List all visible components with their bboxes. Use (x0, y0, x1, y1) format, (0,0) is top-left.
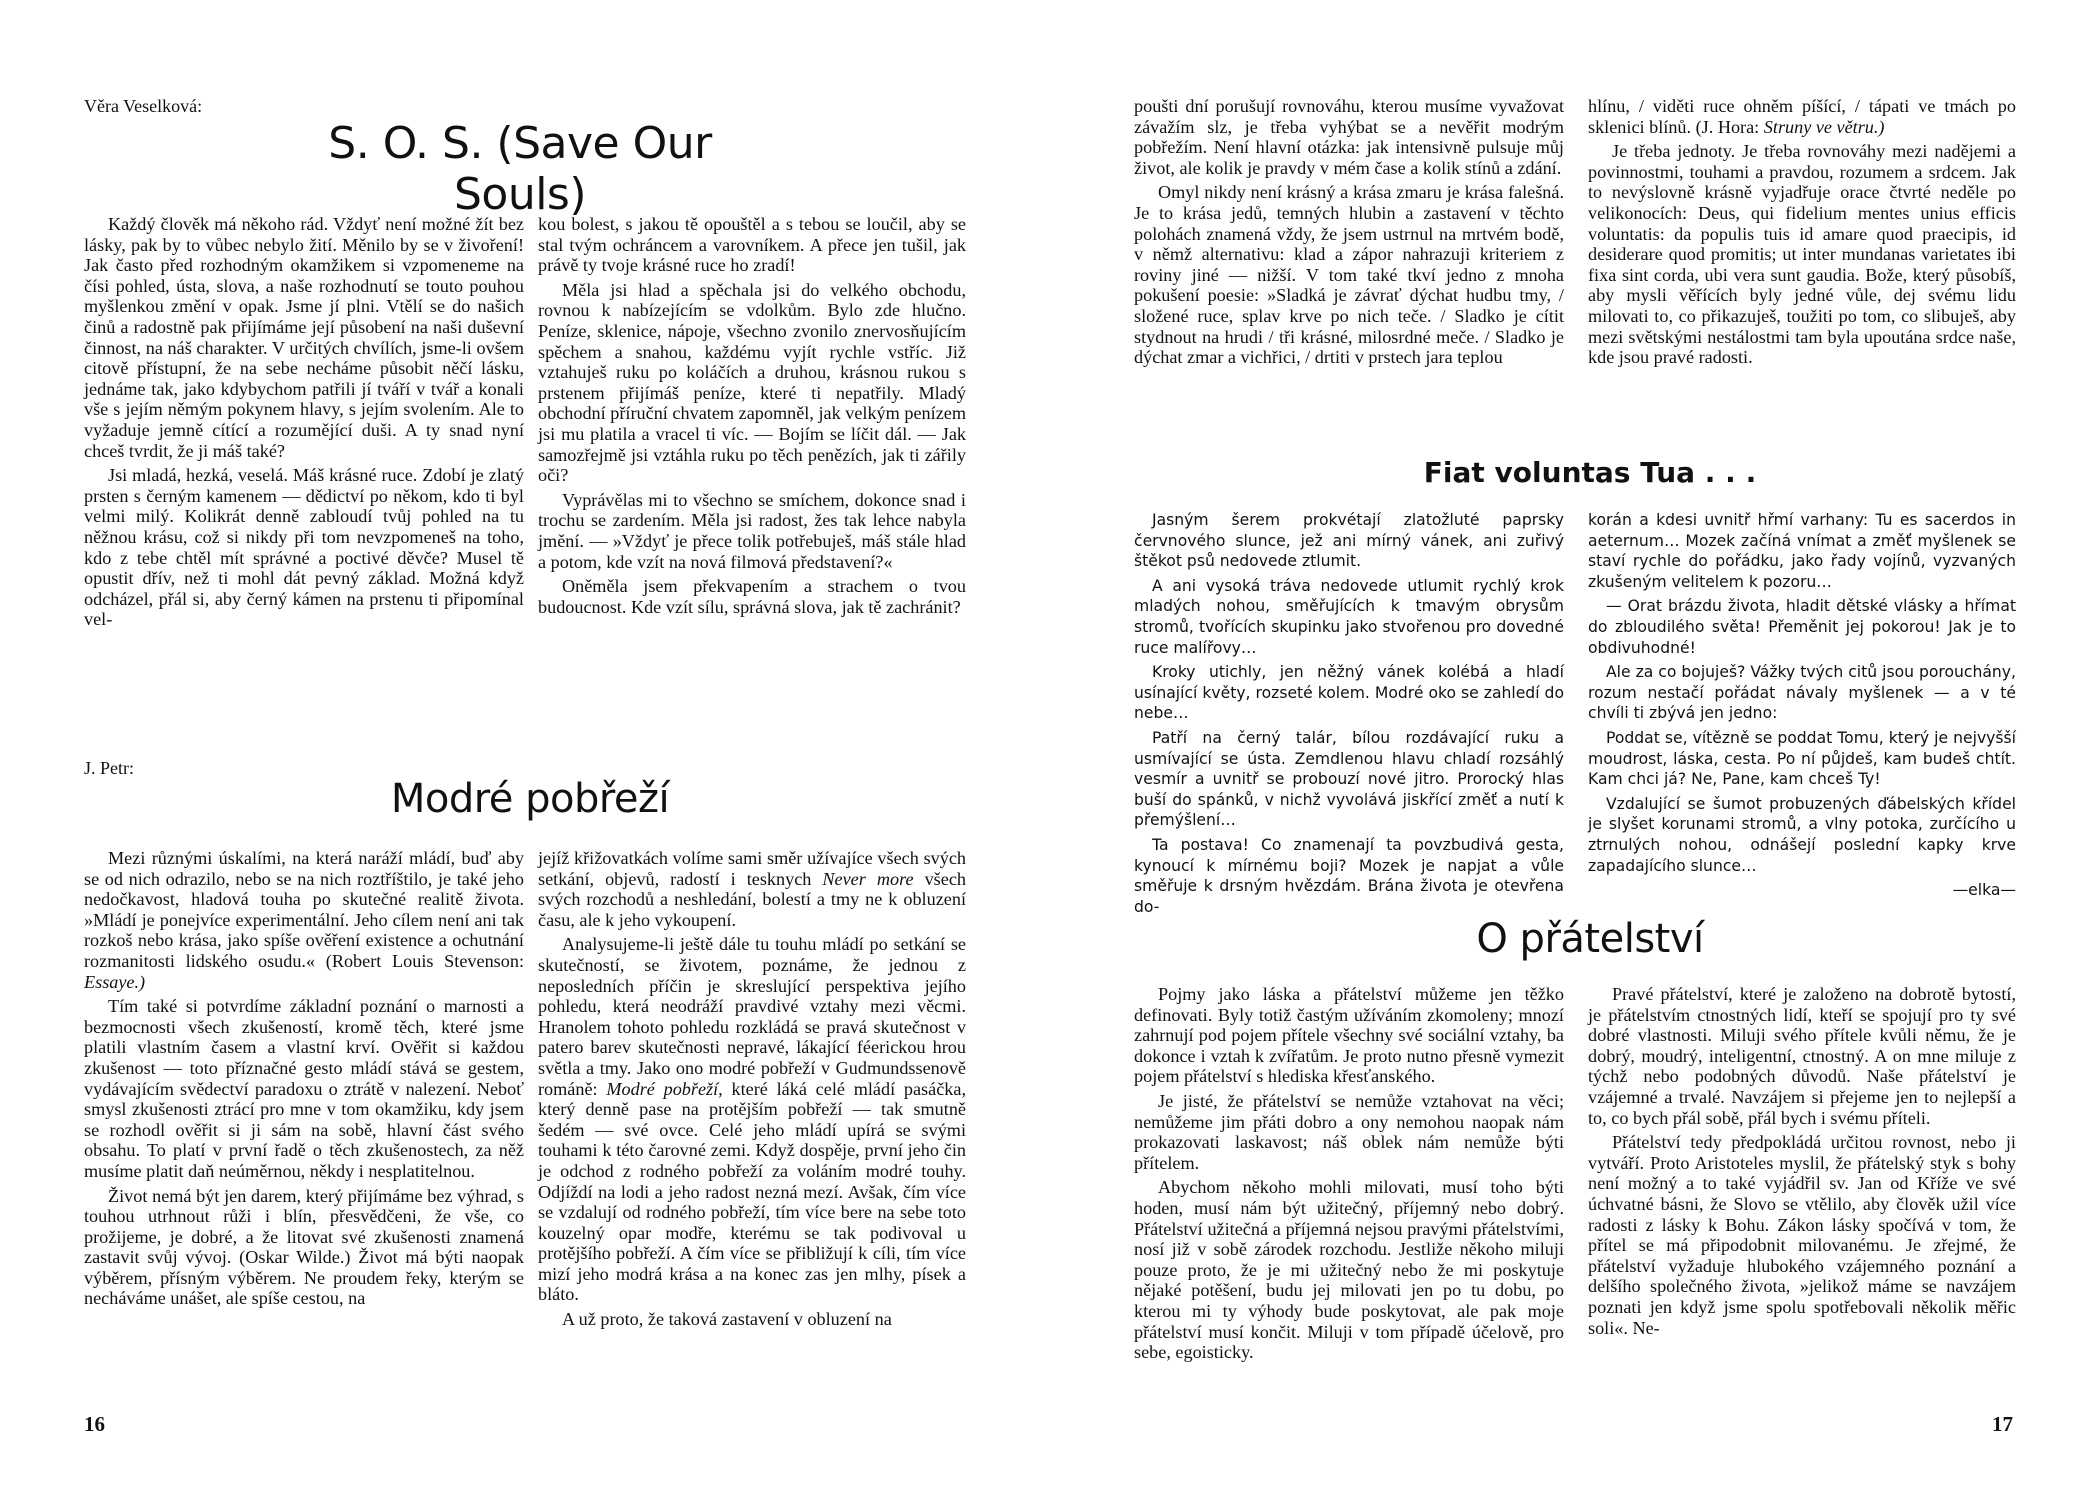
pratelstvi-column-2 (1588, 984, 2016, 1342)
sos-paragraph: Vyprávělas mi to všechno se smíchem, dokonce snad i trochu se zardením. Měla jsi radost, žes tak lehce nabyla jmění. — »Vždyť je přece tolik potřebuješ, máš stále hlad a potom, kde vzít na nová filmová představení?« (538, 489, 966, 572)
sos-column-1 (84, 214, 524, 634)
author-j-petr: J. Petr: (84, 758, 135, 778)
article-title-fiat-voluntas: Fiat voluntas Tua . . . (1423, 456, 1757, 489)
modre-pobrezi-paragraph (84, 848, 524, 992)
modre-pobrezi-column-1 (84, 848, 524, 1313)
fiat-paragraph: Ta postava! Co znamenají ta povzbudivá gesta, kynoucí k mírnému boji? Mozek je napjat a vůle směřuje k drsným hvězdám. Brána života je otevřena do- (1134, 835, 1564, 916)
italic-phrase: Never more (822, 868, 914, 889)
sos-column-2 (538, 214, 966, 621)
fiat-paragraph: — Orat brázdu života, hladit dětské vlásky a hřímat do zbloudilého světa! Přeměnit jej pokorou! Jak je to obdivuhodné! (1588, 597, 2016, 657)
paragraph-text: všech svých rozchodů a neshledání, bolestí a tmy ne k obluzení času, ale k jeho vykoupení. (538, 868, 966, 930)
page-number-left: 16 (84, 1412, 105, 1436)
paragraph-text: Mezi různými úskalími, na která naráží mládí, buď aby se od nich odrazilo, nebo se na nich roztříštilo, je také jeho nedočkavost, hladová touha po skutečné realitě života. »Mládí je ponejvíce experimentální. Jeho cílem není ani tak rozkoš nebo krása, jako spíše ověření existence a ochutnání rozmanitosti lidského osudu.« (Robert Louis Stevenson: (84, 848, 524, 971)
author-vera-veselkova: Věra Veselková: (84, 96, 203, 116)
pratelstvi-paragraph: Abychom někoho mohli milovati, musí toho býti hoden, musí nám být užitečný, příjemný nebo dobrý. Přátelství užitečná a příjemná nejsou pravými přátelstvími, nosí již v sobě zárodek rozchodu. Jestliže někoho miluji pouze proto, že je mi užitečný nebo že mi poskytuje nějaké potěšení, budu jej milovati jen po tu dobu, po kterou mi ty výhody bude poskytovat, ale pak moje přátelství musí končit. Miluji v tom případě účelově, pro sebe, egoisticky. (1134, 1177, 1564, 1363)
pratelstvi-paragraph: Pojmy jako láska a přátelství můžeme jen těžko definovati. Byly totiž častým užíváním zkomoleny; mnozí zahrnují pod pojem přítele všechny své sociální vztahy, ba dokonce i vztah k zvířatům. Je proto nutno přesně vymezit pojem přátelství s hlediska křesťanského. (1134, 984, 1564, 1087)
sos-paragraph: Oněměla jsem překvapením a strachem o tvou budoucnost. Kde vzít sílu, správná slova, jak tě zachránit? (538, 576, 966, 617)
continued-paragraph (1588, 96, 2016, 137)
fiat-paragraph: Patří na černý talár, bílou rozdávající ruku a usmívající se ústa. Zemdlenou hlavu chladí rozsáhlý vesmír a uvnitř se probouzí nové jitro. Prorocký hlas buší do spánků, v nichž vyvolává jiskřící změť a nutí k přemýšlení… (1134, 728, 1564, 830)
sos-paragraph: Jsi mladá, hezká, veselá. Máš krásné ruce. Zdobí je zlatý prsten s černým kamenem — dědictví po někom, kdo ti byl velmi milý. Kolikrát denně zabloudí tvůj pohled na tu něžnou krásu, což si nikdy při tom nevzpomeneš na toho, kdo z tebe chtěl mít správné a poctivé děvče? Musel tě opustit dřív, než ti mohl dát pevný základ. Možná když odcházel, přál si, aby černý kámen na prstenu ti připomínal vel- (84, 465, 524, 630)
modre-pobrezi-continued-col-2 (1588, 96, 2016, 372)
signature-elka: —elka— (1952, 881, 2016, 900)
modre-pobrezi-paragraph: Život nemá být jen darem, který přijímáme bez výhrad, s touhou utrhnout růži i blín, přesvědčeni, že vše, co prožijeme, je dobré, a že litovat své zkušenosti znamená zastavit svůj vývoj. (Oskar Wilde.) Život má býti naopak výběrem, přísným výběrem. Ne proudem řeky, kterým se necháváme unášet, ale spíše cestou, na (84, 1185, 524, 1309)
paragraph-text: jejíž křižovatkách volíme sami směr užívajíce všech svých setkání, objevů, radostí i tesknych (538, 848, 966, 889)
article-title-modre-pobrezi: Modré pobřeží (390, 776, 670, 822)
modre-pobrezi-paragraph (538, 848, 966, 930)
modre-pobrezi-continued-col-1 (1134, 96, 1564, 372)
fiat-paragraph: korán a kdesi uvnitř hřmí varhany: Tu es sacerdos in aeternum… Mozek začíná vnímat a změť myšlenek se staví rychle do pořádku, jako řady vojínů, vyzvaných zkušeným velitelem k pozoru… (1588, 511, 2016, 591)
sos-paragraph: Měla jsi hlad a spěchala jsi do velkého obchodu, rovnou k nabízejícím se vdolkům. Bylo zde hlučno. Peníze, sklenice, nápoje, všechno zvonilo znervosňujícím spěchem a snahou, každému vyjít rychle vstříc. Již vztahuješ ruku po koláčích a druhou, krásnou rukou s prstenem přijímáš peníze, které ti nepatřily. Mladý obchodní příruční chvatem zapomněl, jak velkým penízem jsi mu platila a vracel ti víc. — Bojím se líčit dál. — Jak samozřejmě jsi vztáhla ruku po těch penězích, jak ti zářily oči? (538, 279, 966, 486)
continued-paragraph: poušti dní porušují rovnováhu, kterou musíme vyvažovat závažím slz, je třeba vyhýbat se a nevěřit modrým pobřežím. Není hlavní otázka: jak intensivně pulsuje můj život, ale kolik je pravdy v mém čase a kolik stínů a zdání. (1134, 96, 1564, 178)
fiat-paragraph: Kroky utichly, jen něžný vánek kolébá a hladí usínající květy, rozseté kolem. Modré oko se zahledí do nebe… (1134, 663, 1564, 723)
fiat-paragraph: Jasným šerem prokvétají zlatožluté paprsky červnového slunce, jež ani mírný vánek, ani zuřivý štěkot psů nedovede ztlumit. (1134, 511, 1564, 571)
italic-book-title: Modré pobřeží, (606, 1078, 723, 1099)
continued-paragraph: Omyl nikdy není krásný a krása zmaru je krása falešná. Je to krása jedů, temných hlubin a zastavení v těchto polohách znamená vždy, že jsem ustrnul na mrtvém bodě, v němž alternativu: klad a zápor nahrazuji kriteriem z roviny jiné — nižší. V tom také tkví jedno z mnoha pokušení poesie: »Sladká je závrať dýchat hudbu tmy, / složené ruce, splav krve po nich teče. / Sladko je cítit stydnout na hrudi / tři krásné, milosrdné meče. / Sladko je dýchat zmar a vichřici, / drtiti v prstech jara teplou (1134, 182, 1564, 368)
fiat-column-1 (1134, 510, 1564, 921)
paragraph-text: Analysujeme-li ještě dále tu touhu mládí po setkání se skutečností, se životem, poznáme, že jednou z neposledních příčin je skreslující perspektiva jejího pohledu, která neodráží pravdivé vztahy mezi věcmi. Hranolem tohoto pohledu rozkládá se pravá skutečnost v patero barev skutečnosti nepravé, lákající féerickou hrou světla a tmy. Jako ono modré pobřeží v Gudmundssenově románě: (538, 934, 966, 1099)
page-number-right: 17 (1992, 1412, 2013, 1436)
modre-pobrezi-paragraph: A už proto, že taková zastavení v obluzení na (562, 1309, 892, 1330)
article-title-sos: S. O. S. (Save Our Souls) (328, 118, 712, 220)
pratelstvi-paragraph: Je jisté, že přátelství se nemůže vztahovat na věci; nemůžeme jim přáti dobro a ony nemohou naopak nám prokazovati laskavost; náš oblek nám nemůže býti přítelem. (1134, 1090, 1564, 1173)
sos-paragraph: kou bolest, s jakou tě opouštěl a s tebou se loučil, aby se stal tvým ochráncem a varovníkem. A přece jen tušil, jak právě ty tvoje krásné ruce ho zradí! (538, 214, 966, 276)
modre-pobrezi-paragraph: Tím také si potvrdíme základní poznání o marnosti a bezmocnosti všech zkušeností, kromě těch, které jsme platili vlastním časem a vlastní krví. Ověřit si každou zkušenost — toto příznačné gesto mládí stává se gestem, vydávajícím svědectví paradoxu o ztrátě v nalezení. Neboť smysl zkušenosti ztrácí pro mne v tom okamžiku, kdy jsem se rozhodl ověřit si ji sám na sobě, hlavní část svého obsahu. To platí v první řadě o těch zkušenostech, za něž musíme platit daň neúměrnou, někdy i nesplatitelnou. (84, 996, 524, 1181)
fiat-column-2 (1588, 510, 2016, 905)
italic-citation: Struny ve větru.) (1763, 116, 1885, 137)
article-title-o-pratelstvi: O přátelství (1476, 916, 1704, 962)
pratelstvi-paragraph: Pravé přátelství, které je založeno na dobrotě bytostí, je přátelstvím ctnostných lidí, kteří se spojují pro ty své dobré vlastnosti. Miluji svého přítele kvůli němu, že je dobrý, moudrý, inteligentní, ctnostný. A on mne miluje z týchž nebo podobných důvodů. Naše přátelství je vzájemné a trvalé. Navzájem si přejeme jen to nejlepší a to, co bych přál sobě, přál bych i svému příteli. (1588, 984, 2016, 1128)
sos-paragraph: Každý člověk má někoho rád. Vždyť není možné žít bez lásky, pak by to vůbec nebylo žití. Měnilo by se v živoření! Jak často před rozhodným okamžikem si vzpomeneme na čísi pohled, ústa, slova, a naše rozhodnutí se touto pouhou myšlenkou změní v opak. Jsme jí plni. Vtělí se do našich činů a radostně pak přijímáme její působení na naši duševní činnost, na náš charakter. V určitých chvílích, jsme-li ovšem citově přístupní, že na sebe necháme působit něčí lásku, jednáme tak, jako kdybychom patřili jí tváří v tvář a konali vše s jejím němým pokynem hlavy, s jejím svolením. Ale to vyžaduje jemně cítící a rozumějící duši. A ty snad nyní chceš tvrdit, že ji máš také? (84, 214, 524, 461)
fiat-paragraph: A ani vysoká tráva nedovede utlumit rychlý krok mladých nohou, směřujících k tmavým obrysům stromů, tvořících skupinku jako stvořenou pro dovedné ruce malířovy… (1134, 576, 1564, 657)
paragraph-text: které láká celé mládí pasáčka, který denně pase na protějším pobřeží — tak smutně šedém — své ovce. Celé jeho mládí upírá se svými touhami k této čarovné zemi. Když dospěje, první jeho čin je odchod z rodného pobřeží za voláním modré touhy. Odjíždí na lodi a jeho radost nezná mezí. Avšak, čím více se vzdalují od rodného pobřeží, tím více bere na sebe toto kouzelný opar modře, kterému se tak podivoval u protějšího pobřeží. A čím více se přibližují k cíli, tím více mizí jeho modrá krása a na konec zas jen mlhy, písek a bláto. (538, 1078, 966, 1305)
modre-pobrezi-paragraph (538, 934, 966, 1305)
fiat-paragraph: Poddat se, vítězně se poddat Tomu, který je nejvyšší moudrost, láska, cesta. Po ní půjdeš, kam budeš chtít. Kam chci já? Ne, Pane, kam chceš Ty! (1588, 728, 2016, 789)
fiat-paragraph: Ale za co bojuješ? Vážky tvých citů jsou porouchány, rozum nestačí pořádat návaly myšlenek — a v té chvíli ti zbývá jen jedno: (1588, 663, 2016, 723)
italic-citation: Essaye.) (84, 971, 146, 992)
modre-pobrezi-column-2 (538, 848, 966, 1334)
paragraph-text: hlínu, / viděti ruce ohněm píšící, / tápati ve tmách po sklenici blínů. (J. Hora: (1588, 96, 2016, 137)
pratelstvi-paragraph: Přátelství tedy předpokládá určitou rovnost, nebo ji vytváří. Proto Aristoteles myslil, že přátelský styk s bohy není možný a to také vyjádřil sv. Jan od Kříže ve své úchvatné básni, že Slovo se vtělilo, aby člověk užil více radosti z lásky k Bohu. Zákon lásky spočívá v tom, že přítel se má připodobnit milovanému. Je zřejmé, že přátelství vyžaduje hlubokého vzájemného poznání a delšího společného života, »jelikož máme se navzájem poznati jen když jsme spolu spotřebovali několik měřic soli«. Ne- (1588, 1132, 2016, 1338)
fiat-paragraph: Vzdalující se šumot probuzených ďábelských křídel je slyšet korunami stromů, a vlny potoka, zurčícího u ztrnulých nohou, odnášejí poslední kapky krve zapadajícího slunce… (1588, 794, 2016, 875)
continued-paragraph: Je třeba jednoty. Je třeba rovnováhy mezi nadějemi a povinnostmi, touhami a pravdou, rozumem a srdcem. Jak to nevýslovně krásně vyjadřuje orace čtvrté neděle po velikonocích: Deus, qui fidelium mentes unius efficis voluntatis: da populis tuis id amare quod praecipis, id desiderare quod promitis; ut inter mundanas varietates ibi fixa sint corda, ubi vera sunt gaudia. Bože, který působíš, aby mysli věřících byly jedné vůle, dej svému lidu milovati to, co přikazuješ, toužiti po tom, co slibuješ, aby mezi světskými nestálostmi tam byla upoutána srdce naše, kde jsou pravé radosti. (1588, 141, 2016, 368)
pratelstvi-column-1 (1134, 984, 1564, 1367)
